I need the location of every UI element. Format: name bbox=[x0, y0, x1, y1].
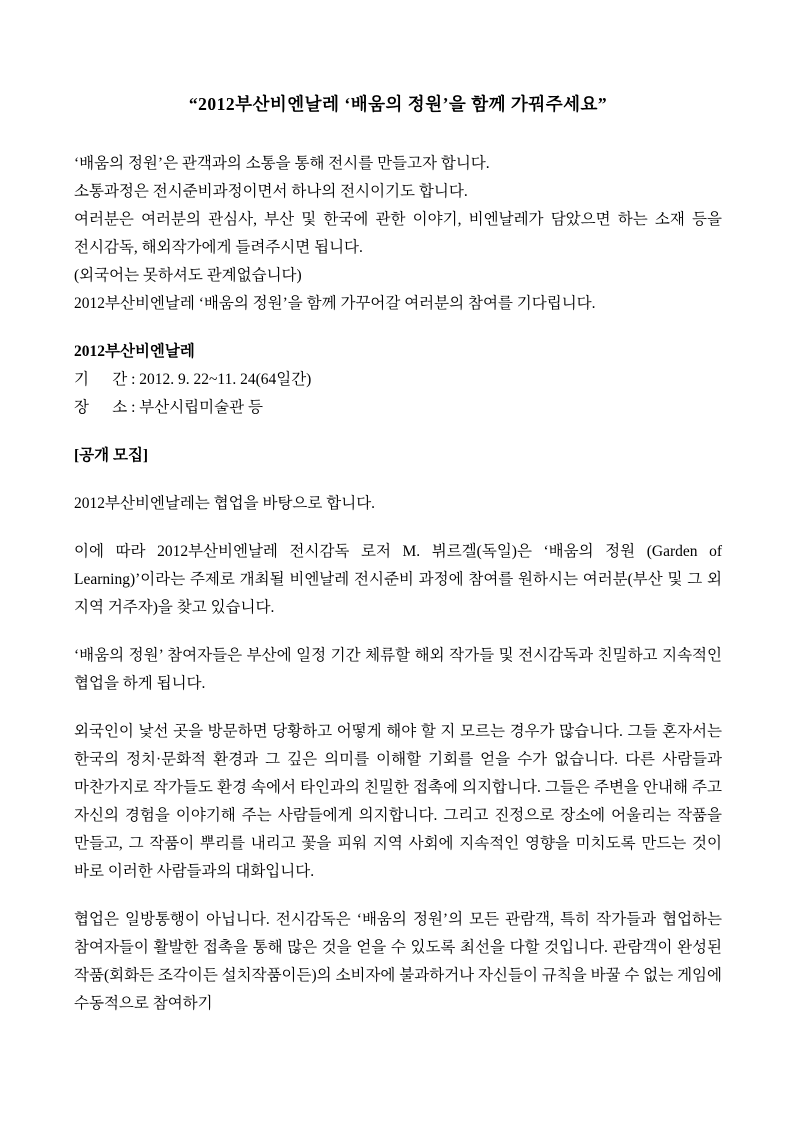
intro-paragraph bbox=[74, 150, 722, 318]
intro-line-4: (외국어는 못하셔도 관계없습니다) bbox=[74, 267, 302, 284]
event-period: 기 간 : 2012. 9. 22~11. 24(64일간) bbox=[74, 371, 312, 388]
body-paragraph-1: 2012부산비엔날레는 협업을 바탕으로 합니다. bbox=[74, 495, 376, 512]
intro-line-1: ‘배움의 정원’은 관객과의 소통을 통해 전시를 만들고자 합니다. bbox=[74, 155, 490, 172]
event-info bbox=[74, 338, 722, 422]
intro-line-3: 여러분은 여러분의 관심사, 부산 및 한국에 관한 이야기, 비엔날레가 담았으면 하는 소재 등을 전시감독, 해외작가에게 들려주시면 됩니다. bbox=[74, 211, 722, 256]
body-paragraph-4: 외국인이 낯선 곳을 방문하면 당황하고 어떻게 해야 할 지 모르는 경우가 많습니다. 그들 혼자서는 한국의 정치·문화적 환경과 그 깊은 의미를 이해할 기회를 얻을 수가 없습니다. 다른 사람들과 마찬가지로 작가들도 환경 속에서 타인과의 친밀한 접촉에 의지합니다. 그들은 주변을 안내해 주고 자신의 경험을 이야기해 주는 사람들에게 의지합니다. 그리고 진정으로 장소에 어울리는 작품을 만들고, 그 작품이 뿌리를 내리고 꽃을 피워 지역 사회에 지속적인 영향을 미치도록 만드는 것이 바로 이러한 사람들과의 대화입니다. bbox=[74, 723, 722, 880]
body-paragraph-2: 이에 따라 2012부산비엔날레 전시감독 로저 M. 뷔르겔(독일)은 ‘배움의 정원 (Garden of Learning)’이라는 주제로 개최될 비엔날레 전시준비 과정에 참여를 원하시는 여러분(부산 및 그 외 지역 거주자)을 찾고 있습니다. bbox=[74, 543, 722, 616]
event-venue: 장 소 : 부산시립미술관 등 bbox=[74, 399, 263, 416]
body-paragraph-5: 협업은 일방통행이 아닙니다. 전시감독은 ‘배움의 정원’의 모든 관람객, 특히 작가들과 협업하는 참여자들이 활발한 접촉을 통해 많은 것을 얻을 수 있도록 최선을 다할 것입니다. 관람객이 완성된 작품(회화든 조각이든 설치작품이든)의 소비자에 불과하거나 자신들이 규칙을 바꿀 수 없는 게임에 수동적으로 참여하기 bbox=[74, 911, 722, 1012]
intro-line-5: 2012부산비엔날레 ‘배움의 정원’을 함께 가꾸어갈 여러분의 참여를 기다립니다. bbox=[74, 295, 596, 312]
document-title: “2012부산비엔날레 ‘배움의 정원’을 함께 가꿔주세요” bbox=[188, 94, 608, 114]
intro-line-2: 소통과정은 전시준비과정이면서 하나의 전시이기도 합니다. bbox=[74, 183, 468, 200]
open-call-section-heading: [공개 모집] bbox=[74, 447, 149, 464]
body-paragraph-3: ‘배움의 정원’ 참여자들은 부산에 일정 기간 체류할 해외 작가들 및 전시감독과 친밀하고 지속적인 협업을 하게 됩니다. bbox=[74, 647, 722, 692]
event-heading: 2012부산비엔날레 bbox=[74, 343, 195, 360]
